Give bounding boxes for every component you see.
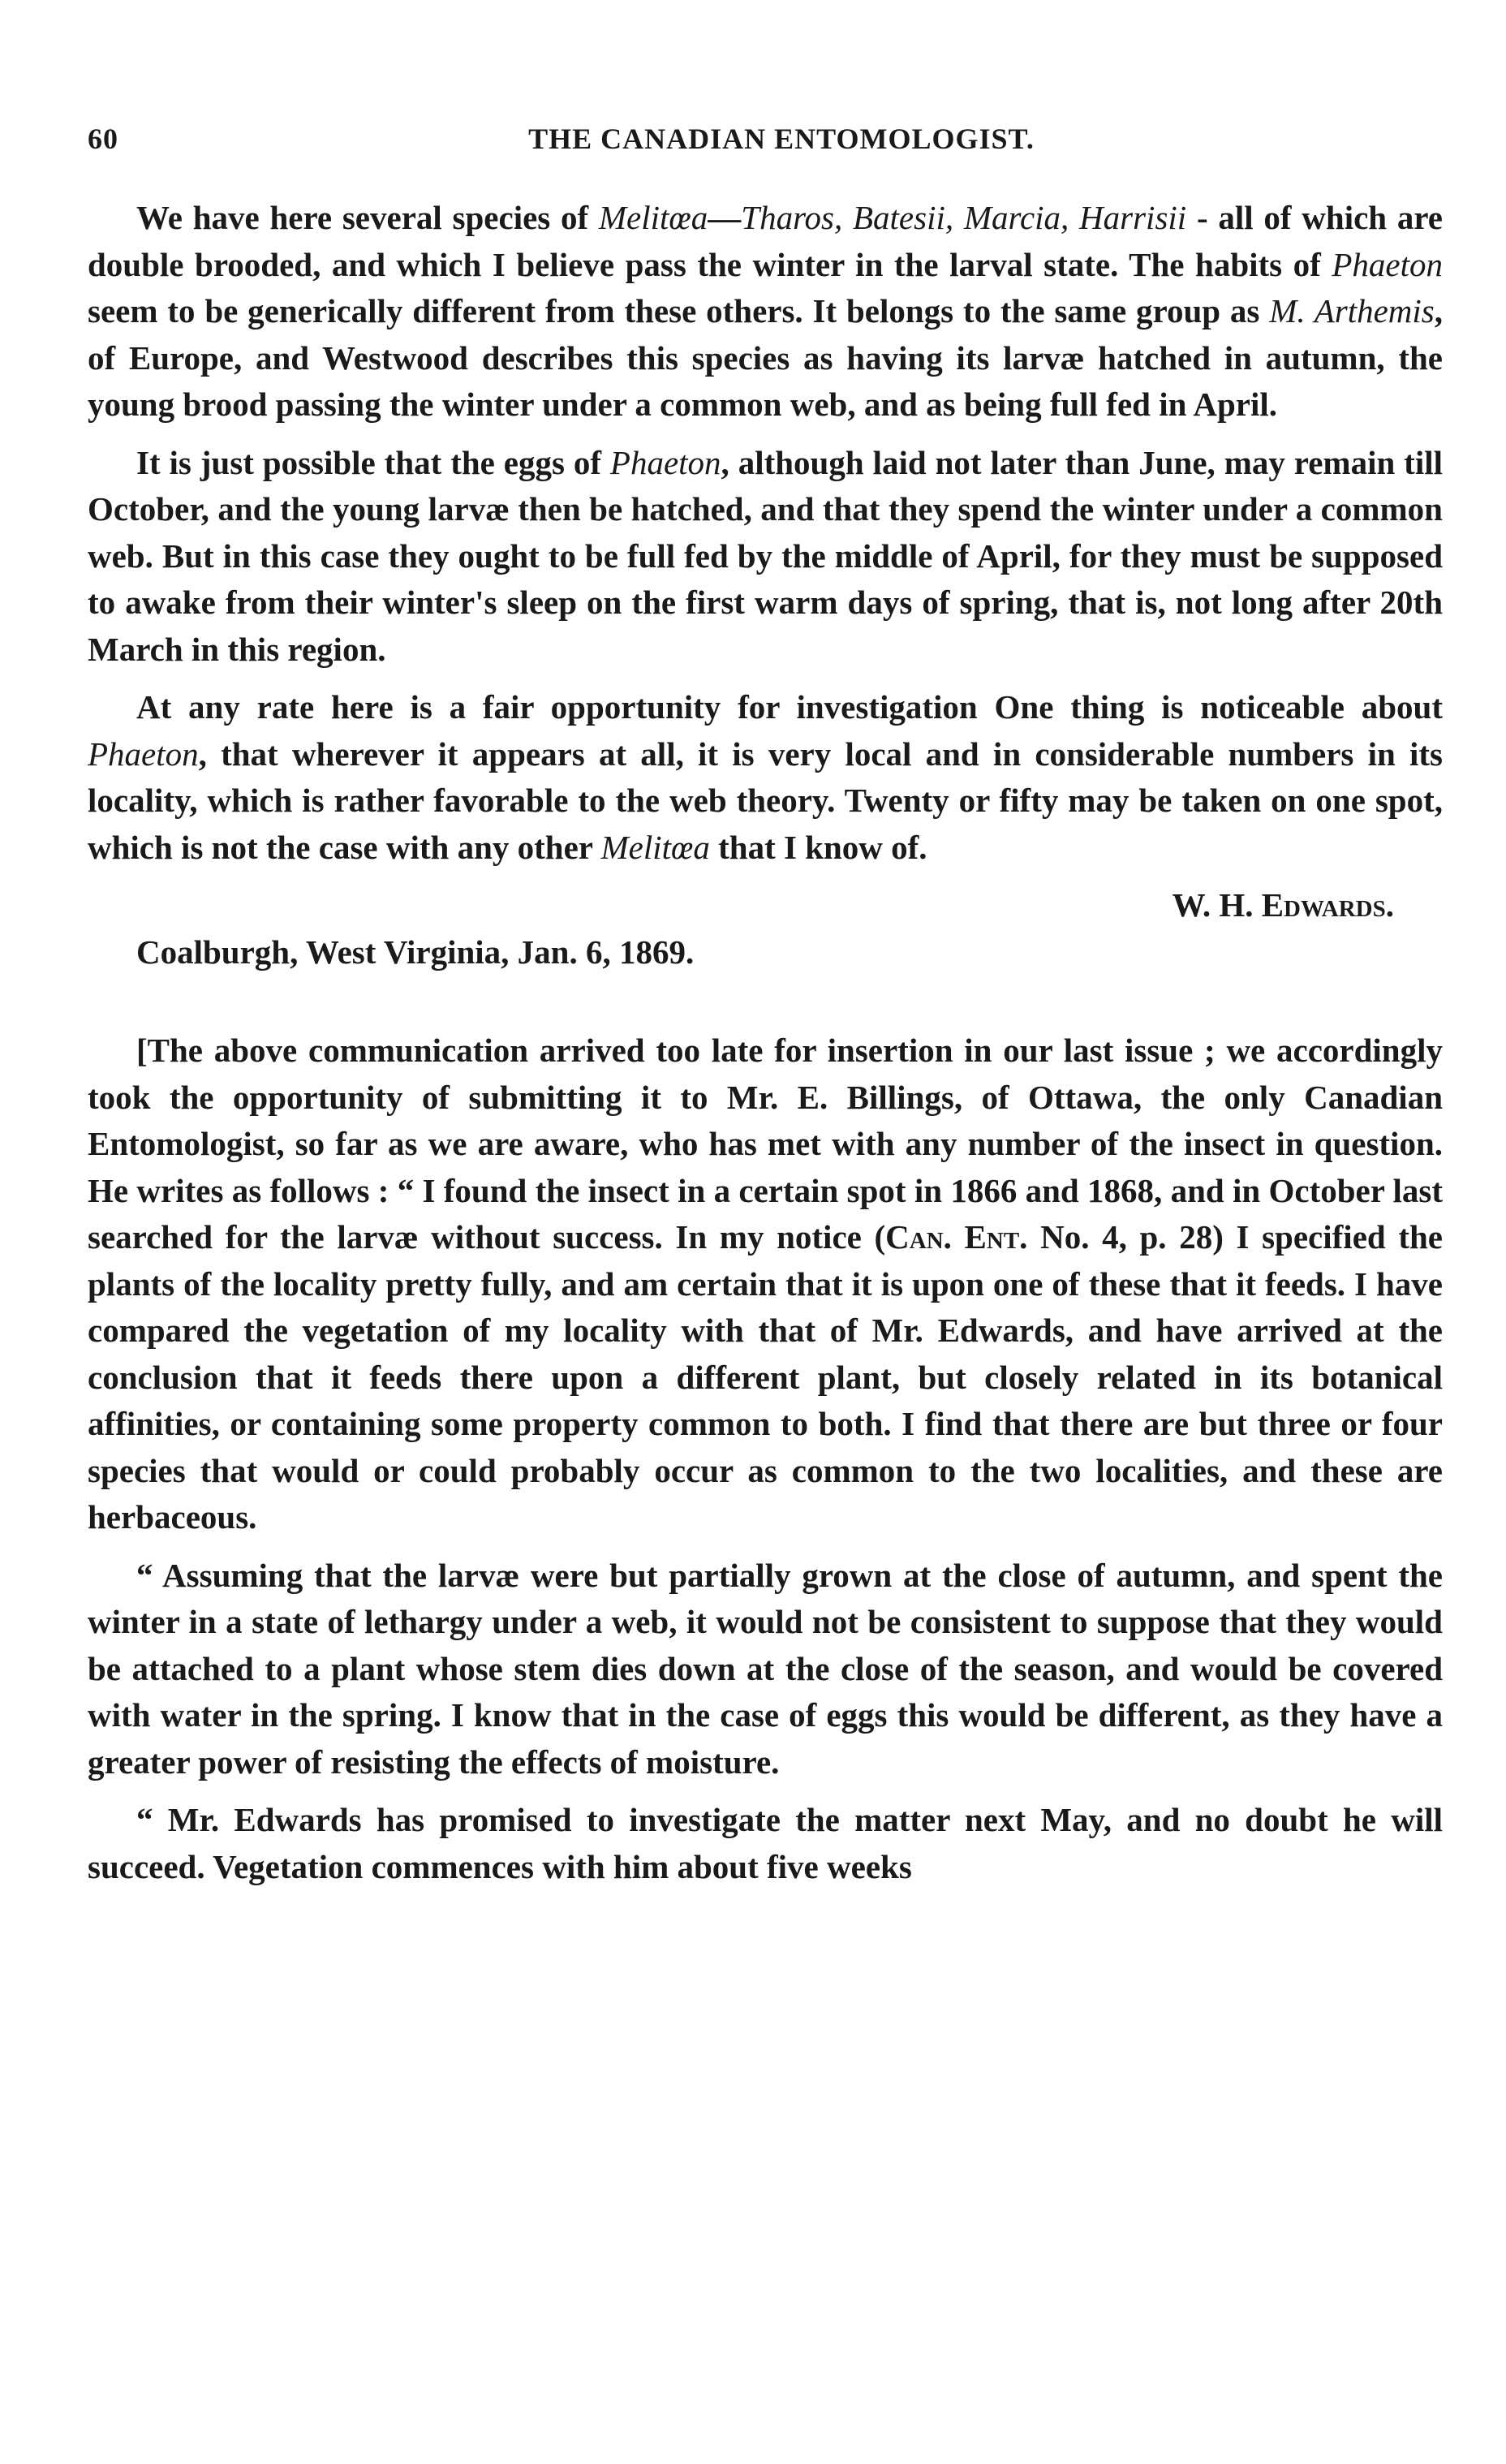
species-name: Phaeton [88,734,199,773]
species-name: Melitœa [600,828,710,866]
letter-paragraph-3 [88,684,1443,871]
author-name: W. H. Edwards. [1172,886,1394,924]
dateline: Coalburgh, West Virginia, Jan. 6, 1869. [136,933,695,971]
document-page [88,122,1443,1890]
editorial-paragraph-1 [88,1027,1443,1541]
text-run: - all of which are double brooded, and which I believe pass the winter in the larval state. The habits of [88,199,1444,283]
text-run: It is just possible that the eggs of [136,443,610,481]
letter-section [88,195,1443,976]
running-head [88,122,1443,170]
letter-paragraph-2 [88,440,1443,674]
editorial-paragraph-2: “ Assuming that the larvæ were but partially grown at the close of autumn, and spent the winter in a state of lethargy under a web, it would not be consistent to suppose that they would be attached to a plant whose stem dies down at the close of the season, and would be covered with water in the spring. I know that in the case of eggs this would be different, as they have a greater power of resisting the effects of moisture. [88,1556,1443,1781]
species-name: Melitœa [598,199,708,236]
text-run: We have here several species of [136,199,599,236]
text-run: — [708,199,742,236]
page-number: 60 [88,123,118,155]
species-name: Tharos, Batesii, Marcia, Harrisii [741,199,1187,236]
species-name: Phaeton [1332,245,1443,283]
text-run: , that wherever it appears at all, it is very local and in considerable numbers in its locality, which is rather favorable to the web theory. Twenty or fifty may be taken on one spot, which is not the case with any other [88,734,1443,866]
text-run: [The above communication arrived too late for insertion in our last issue ; we accordingly took the opportunity of submitting it to Mr. E. Billings, of Ottawa, the only Canadian Entomologist, so far as we are aware, who has met with any number of the insect in question. He writes as follows : “ I found the insect in a certain spot in 1866 and 1868, and in October last searched for the larvæ without success. In my notice ( [88,1032,1443,1256]
text-run: , of Europe, and Westwood describes this species as having its larvæ hatched in autumn, the young brood passing the winter under a common web, and as being full fed in April. [88,292,1443,423]
journal-title: THE CANADIAN ENTOMOLOGIST. [528,123,1035,155]
signature [88,882,1443,929]
text-run: , although laid not later than June, may remain till October, and the young larvæ then be hatched, and that they spend the winter under a common web. But in this case they ought to be full fed by the middle of April, for they must be supposed to awake from their winter's sleep on the first warm days of spring, that is, not long after 20th March in this region. [88,443,1444,668]
editorial-paragraph-3: “ Mr. Edwards has promised to investigate the matter next May, and no doubt he will succeed. Vegetation commences with him about five weeks [88,1801,1443,1885]
editorial-note [88,1027,1443,1890]
species-name: M. Arthemis [1269,292,1435,330]
text-run: At any rate here is a fair opportunity for investigation One thing is noticeable about [136,688,1443,726]
species-name: Phaeton [609,443,721,481]
letter-paragraph-1 [88,195,1443,429]
text-run: seem to be generically different from these others. It belongs to the same group as [88,292,1270,330]
section-gap [88,976,1443,1027]
text-run: No. 4, p. 28) I specified the plants of the locality pretty fully, and am certain that it is upon one of these that it feeds. I have compared the vegetation of my locality with that of Mr. Edwards, and have arrived at the conclusion that it feeds there upon a different plant, but closely related in its botanical affinities, or containing some property common to both. I find that there are but three or four species that would or could probably occur as common to the two localities, and these are herbaceous. [88,1218,1443,1536]
journal-abbreviation: Can. Ent. [885,1218,1028,1256]
text-run: that I know of. [709,828,927,866]
